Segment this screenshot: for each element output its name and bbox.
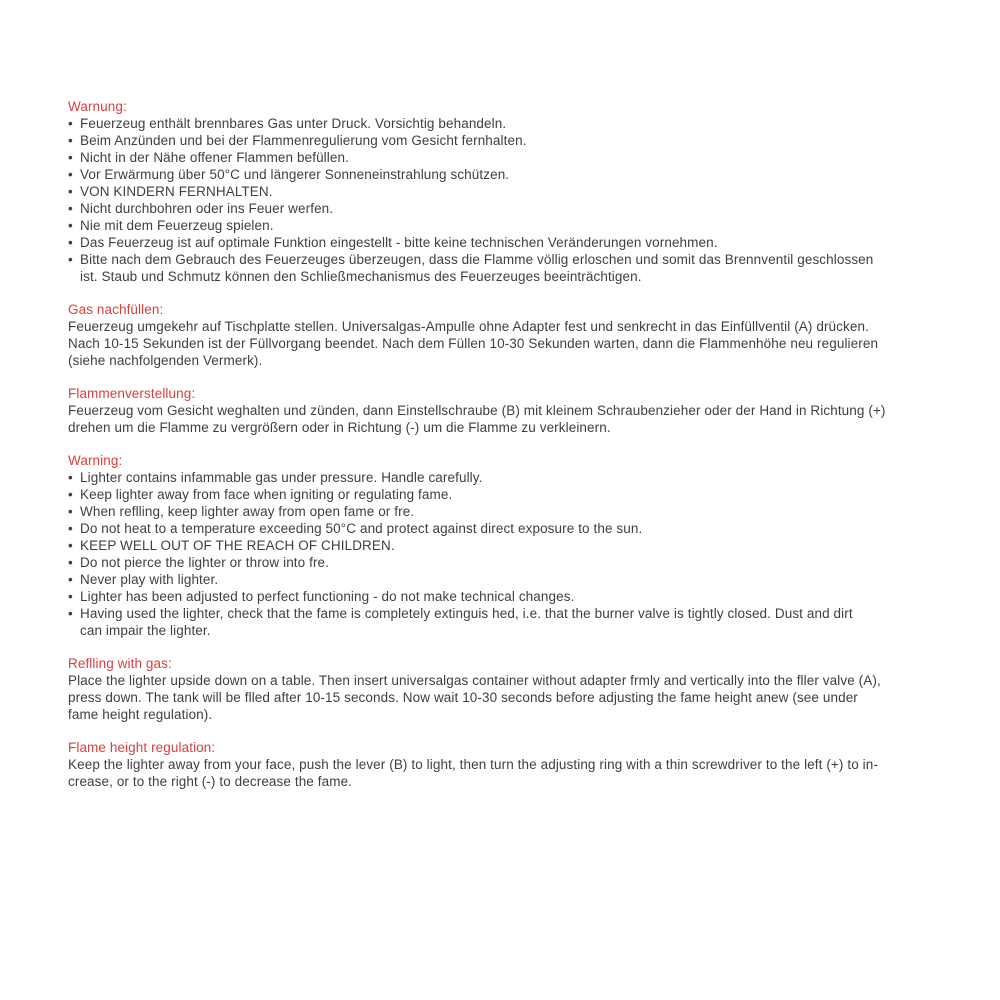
bullet-marker: • (68, 150, 73, 165)
line-text: Feuerzeug enthält brennbares Gas unter Druck. Vorsichtig behandeln. (80, 116, 507, 131)
section-heading: Flammenverstellung: (68, 386, 196, 401)
bullet-item (68, 537, 978, 554)
line-text: Feuerzeug umgekehr auf Tischplatte stellen. Universalgas-Ampulle ohne Adapter fest und senkrecht in das Einfüllventil (A) drücken. (68, 319, 869, 334)
bullet-item (68, 234, 978, 251)
line-text: Vor Erwärmung über 50°C und längerer Sonneneinstrahlung schützen. (80, 167, 510, 182)
line-text: drehen um die Flamme zu vergrößern oder in Richtung (-) um die Flamme zu verkleinern. (68, 420, 611, 435)
bullet-item (68, 554, 978, 571)
section-heading: Warning: (68, 453, 123, 468)
bullet-marker: • (68, 470, 73, 485)
line-text: Das Feuerzeug ist auf optimale Funktion eingestellt - bitte keine technischen Veränderungen vornehmen. (80, 235, 718, 250)
line-text: can impair the lighter. (80, 623, 211, 638)
line-text: Nie mit dem Feuerzeug spielen. (80, 218, 274, 233)
line-text: Keep lighter away from face when igniting or regulating fame. (80, 487, 453, 502)
section-warning-en (68, 452, 978, 639)
bullet-marker: • (68, 252, 73, 267)
paragraph-line (68, 706, 978, 723)
bullet-item (68, 183, 978, 200)
section-heading: Warnung: (68, 99, 127, 114)
bullet-marker: • (68, 184, 73, 199)
bullet-item-continuation (68, 268, 978, 285)
line-text: Having used the lighter, check that the fame is completely extinguis hed, i.e. that the burner valve is tightly closed. Dust and dirt (80, 606, 853, 621)
bullet-item (68, 571, 978, 588)
section-refilling-with-gas (68, 655, 978, 723)
section-gas-nachfuellen (68, 301, 978, 369)
line-text: Beim Anzünden und bei der Flammenregulierung vom Gesicht fernhalten. (80, 133, 527, 148)
bullet-item (68, 520, 978, 537)
bullet-item (68, 115, 978, 132)
bullet-marker: • (68, 487, 73, 502)
line-text: Lighter contains infammable gas under pressure. Handle carefully. (80, 470, 483, 485)
bullet-item (68, 503, 978, 520)
bullet-marker: • (68, 572, 73, 587)
bullet-marker: • (68, 555, 73, 570)
line-text: Bitte nach dem Gebrauch des Feuerzeuges überzeugen, dass die Flamme völlig erloschen und somit das Brennventil geschlossen (80, 252, 874, 267)
bullet-item (68, 200, 978, 217)
section-heading: Flame height regulation: (68, 740, 216, 755)
bullet-marker: • (68, 235, 73, 250)
line-text: Lighter has been adjusted to perfect functioning - do not make technical changes. (80, 589, 575, 604)
paragraph-line (68, 335, 978, 352)
bullet-item-continuation (68, 622, 978, 639)
line-text: Place the lighter upside down on a table. Then insert universalgas container without adapter frmly and vertically into the fller valve (A), (68, 673, 881, 688)
bullet-marker: • (68, 218, 73, 233)
line-text: KEEP WELL OUT OF THE REACH OF CHILDREN. (80, 538, 395, 553)
paragraph-line (68, 318, 978, 335)
bullet-item (68, 132, 978, 149)
bullet-item (68, 605, 978, 622)
line-text: fame height regulation). (68, 707, 213, 722)
line-text: (siehe nachfolgenden Vermerk). (68, 353, 263, 368)
bullet-item (68, 149, 978, 166)
paragraph-line (68, 402, 978, 419)
bullet-marker: • (68, 167, 73, 182)
section-warnung-de (68, 98, 978, 285)
line-text: Nicht in der Nähe offener Flammen befüllen. (80, 150, 349, 165)
bullet-marker: • (68, 589, 73, 604)
section-heading: Gas nachfüllen: (68, 302, 164, 317)
paragraph-line (68, 352, 978, 369)
bullet-marker: • (68, 606, 73, 621)
paragraph-line (68, 419, 978, 436)
line-text: Nicht durchbohren oder ins Feuer werfen. (80, 201, 334, 216)
bullet-marker: • (68, 504, 73, 519)
paragraph-line (68, 672, 978, 689)
line-text: ist. Staub und Schmutz können den Schließmechanismus des Feuerzeuges beeinträchtigen. (80, 269, 642, 284)
section-flame-height-regulation (68, 739, 978, 790)
line-text: Keep the lighter away from your face, push the lever (B) to light, then turn the adjusting ring with a thin screwdriver to the left (+) to in- (68, 757, 878, 772)
line-text: VON KINDERN FERNHALTEN. (80, 184, 273, 199)
bullet-item (68, 588, 978, 605)
bullet-marker: • (68, 201, 73, 216)
bullet-marker: • (68, 116, 73, 131)
line-text: press down. The tank will be flled after 10-15 seconds. Now wait 10-30 seconds before adjusting the fame height anew (see under (68, 690, 858, 705)
line-text: Feuerzeug vom Gesicht weghalten und zünden, dann Einstellschraube (B) mit kleinem Schraubenzieher oder der Hand in Richtung (+) (68, 403, 886, 418)
bullet-item (68, 166, 978, 183)
paragraph-line (68, 756, 978, 773)
section-heading: Reflling with gas: (68, 656, 172, 671)
line-text: crease, or to the right (-) to decrease the fame. (68, 774, 353, 789)
bullet-item (68, 251, 978, 268)
bullet-item (68, 217, 978, 234)
bullet-marker: • (68, 538, 73, 553)
bullet-marker: • (68, 521, 73, 536)
paragraph-line (68, 689, 978, 706)
bullet-item (68, 486, 978, 503)
line-text: Do not heat to a temperature exceeding 50°C and protect against direct exposure to the sun. (80, 521, 643, 536)
line-text: Never play with lighter. (80, 572, 219, 587)
bullet-item (68, 469, 978, 486)
bullet-marker: • (68, 133, 73, 148)
line-text: Do not pierce the lighter or throw into fre. (80, 555, 330, 570)
document-body (68, 98, 978, 790)
line-text: When reflling, keep lighter away from open fame or fre. (80, 504, 415, 519)
paragraph-line (68, 773, 978, 790)
line-text: Nach 10-15 Sekunden ist der Füllvorgang beendet. Nach dem Füllen 10-30 Sekunden warten, dann die Flammenhöhe neu regulieren (68, 336, 879, 351)
section-flammenverstellung (68, 385, 978, 436)
